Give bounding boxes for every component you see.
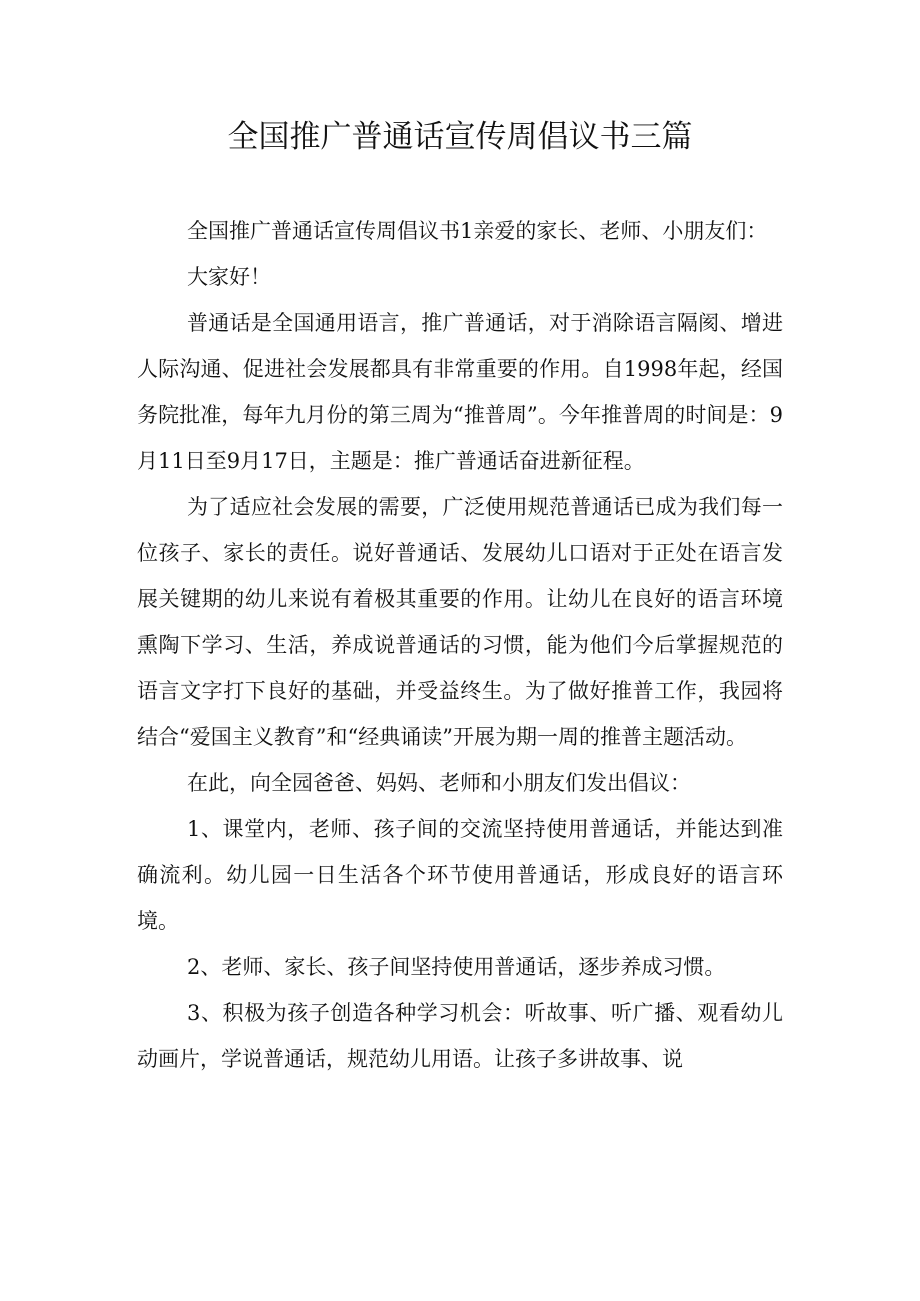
paragraph-intro: 全国推广普通话宣传周倡议书1亲爱的家长、老师、小朋友们： <box>187 219 768 243</box>
document-body <box>137 208 783 1082</box>
paragraph-proposal-2: 2、老师、家长、孩子间坚持使用普通话，逐步养成习惯。 <box>187 955 726 979</box>
document-title: 全国推广普通话宣传周倡议书三篇 <box>227 119 693 155</box>
paragraph-greeting: 大家好！ <box>187 265 271 289</box>
paragraph-proposal-1: 1、课堂内，老师、孩子间的交流坚持使用普通话，并能达到准确流利。幼儿园一日生活各个环节使用普通话，形成良好的语言环境。 <box>137 817 783 933</box>
paragraph-putonghua-importance: 普通话是全国通用语言，推广普通话，对于消除语言隔阂、增进人际沟通、促进社会发展都具有非常重要的作用。自1998年起，经国务院批准，每年九月份的第三周为“推普周”。今年推普周的时间是：9月11日至9月17日，主题是：推广普通话奋进新征程。 <box>137 311 783 473</box>
paragraph-proposal-3: 3、积极为孩子创造各种学习机会：听故事、听广播、观看幼儿动画片，学说普通话，规范幼儿用语。让孩子多讲故事、说 <box>137 1001 783 1071</box>
paragraph-proposal-intro: 在此，向全园爸爸、妈妈、老师和小朋友们发出倡议： <box>187 771 691 795</box>
paragraph-social-development: 为了适应社会发展的需要，广泛使用规范普通话已成为我们每一位孩子、家长的责任。说好普通话、发展幼儿口语对于正处在语言发展关键期的幼儿来说有着极其重要的作用。让幼儿在良好的语言环境熏陶下学习、生活，养成说普通话的习惯，能为他们今后掌握规范的语言文字打下良好的基础，并受益终生。为了做好推普工作，我园将结合“爱国主义教育”和“经典诵读”开展为期一周的推普主题活动。 <box>137 495 783 749</box>
